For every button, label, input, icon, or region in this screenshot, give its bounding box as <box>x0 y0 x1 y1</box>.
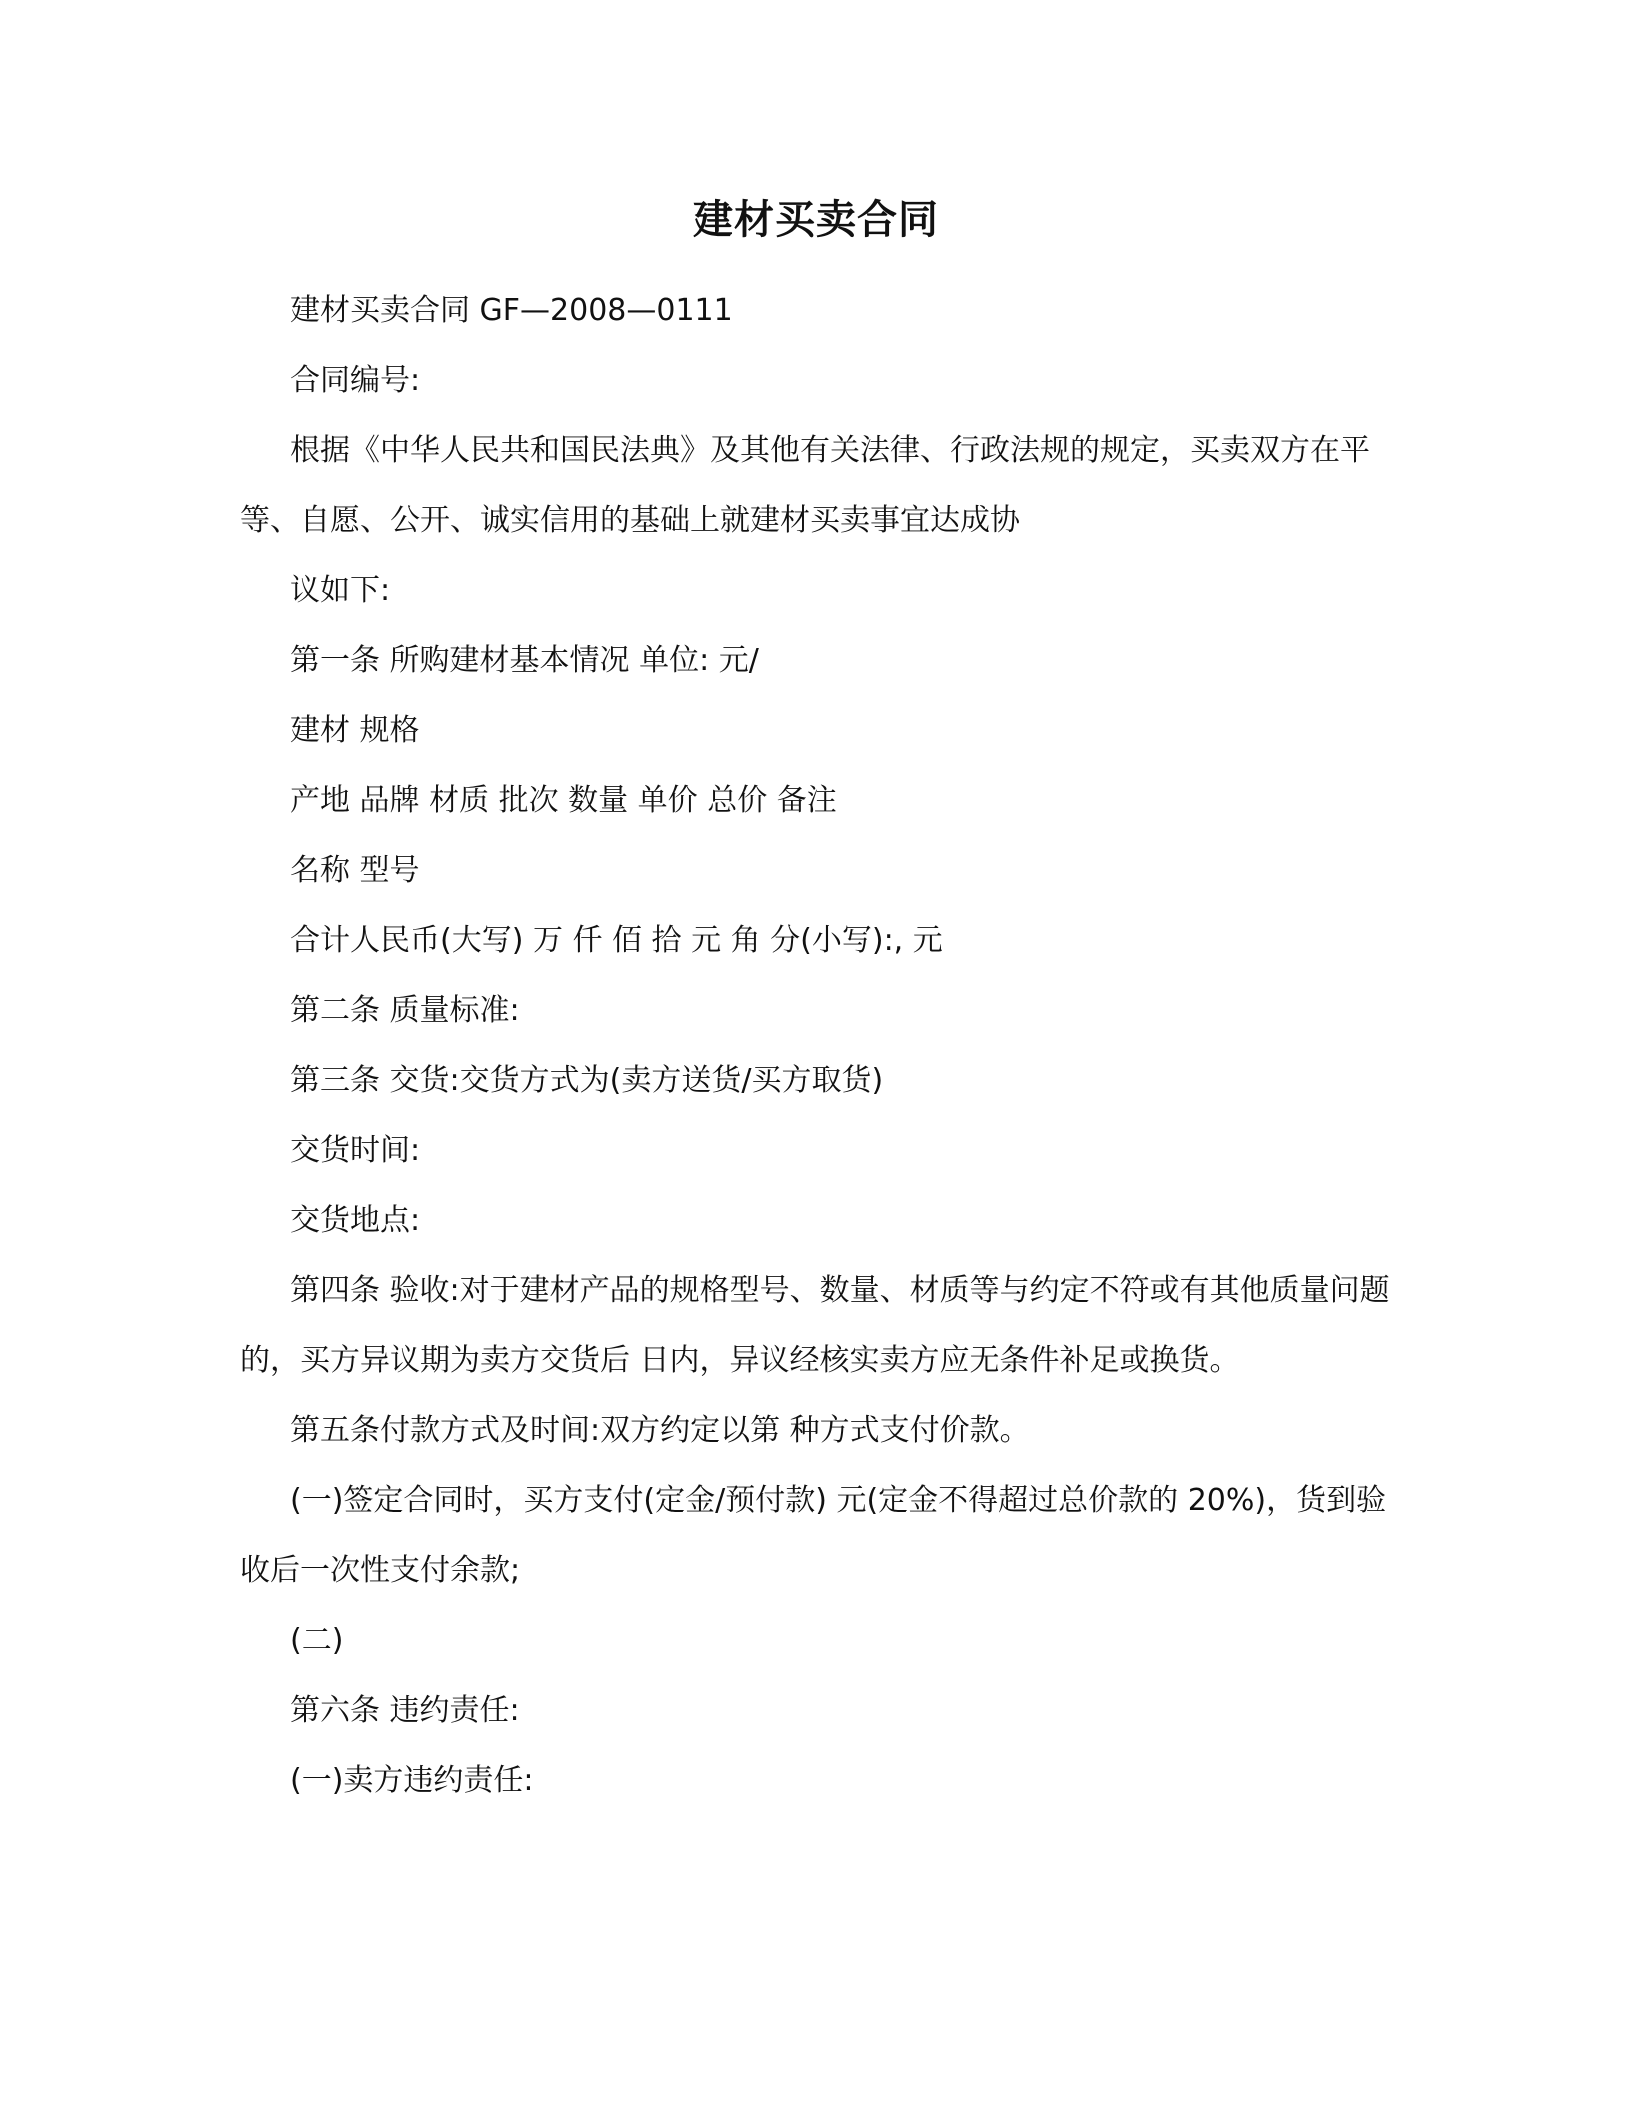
preamble-continuation: 议如下: <box>290 573 391 608</box>
article-4-paragraph: 第四条 验收:对于建材产品的规格型号、数量、材质等与约定不符或有其他质量问题的，买方异议期为卖方交货后 日内，异议经核实卖方应无条件补足或换货。 <box>240 1273 1390 1378</box>
payment-option-2: (二) <box>290 1623 344 1658</box>
article-3-heading: 第三条 交货:交货方式为(卖方送货/买方取货) <box>290 1063 884 1098</box>
article-2-heading: 第二条 质量标准: <box>290 993 520 1028</box>
delivery-time-line: 交货时间: <box>290 1133 421 1168</box>
seller-liability-heading: (一)卖方违约责任: <box>290 1763 534 1798</box>
article-1-total: 合计人民币(大写) 万 仟 佰 拾 元 角 分(小写):, 元 <box>290 923 943 958</box>
article-6-heading: 第六条 违约责任: <box>290 1693 520 1728</box>
payment-option-1: (一)签定合同时，买方支付(定金/预付款) 元(定金不得超过总价款的 20%)，货到验收后一次性支付余款; <box>240 1483 1387 1588</box>
document-title: 建材买卖合同 <box>693 197 939 243</box>
article-1-row-1: 建材 规格 <box>290 713 420 748</box>
preamble-paragraph: 根据《中华人民共和国民法典》及其他有关法律、行政法规的规定，买卖双方在平等、自愿、公开、诚实信用的基础上就建材买卖事宜达成协 <box>240 433 1370 538</box>
delivery-place-line: 交货地点: <box>290 1203 421 1238</box>
article-1-heading: 第一条 所购建材基本情况 单位: 元/ <box>290 643 759 678</box>
article-1-row-3: 名称 型号 <box>290 853 420 888</box>
document-body <box>240 276 1390 1816</box>
contract-number-line: 合同编号: <box>290 363 421 398</box>
contract-code-line: 建材买卖合同 GF—2008—0111 <box>290 293 733 328</box>
article-5-heading: 第五条付款方式及时间:双方约定以第 种方式支付价款。 <box>290 1413 1030 1448</box>
article-1-row-2: 产地 品牌 材质 批次 数量 单价 总价 备注 <box>290 783 837 818</box>
